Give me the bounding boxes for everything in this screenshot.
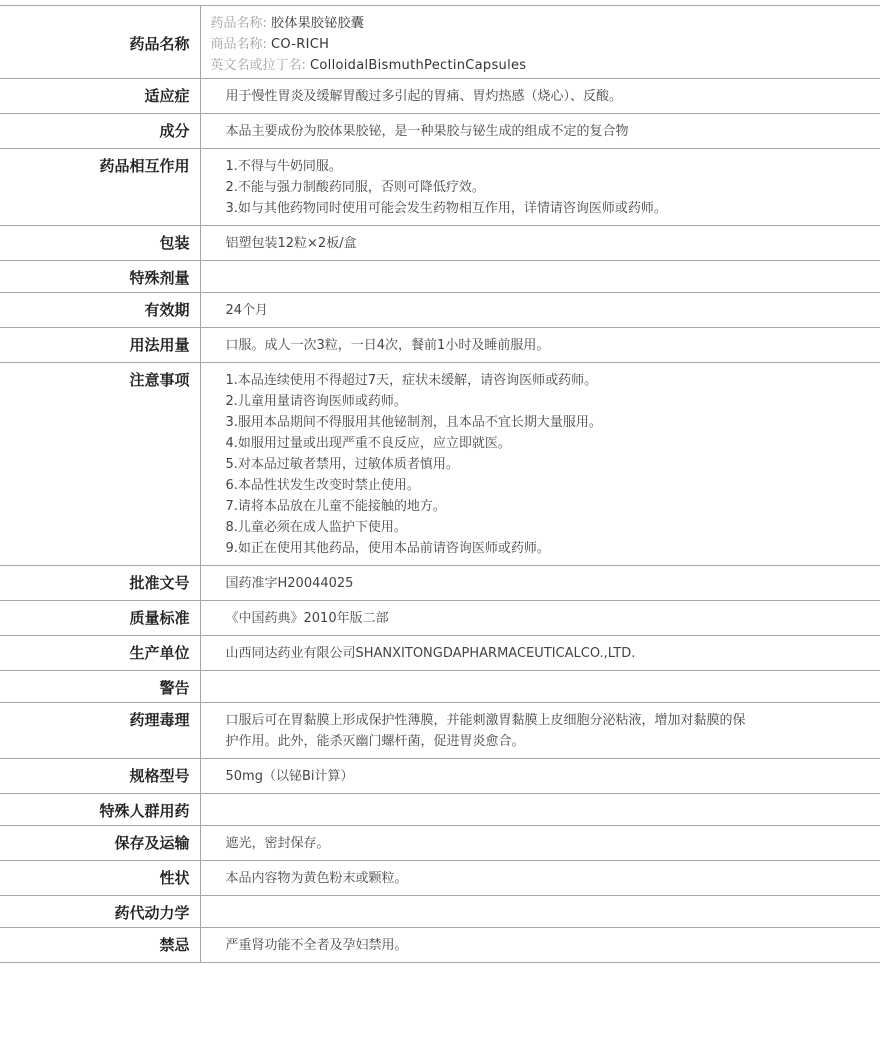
trade-name-row <box>211 34 869 55</box>
spec-row-value <box>200 794 880 826</box>
spec-row-label: 用法用量 <box>0 328 200 363</box>
spec-row-value <box>200 149 880 226</box>
spec-row-label: 生产单位 <box>0 636 200 671</box>
trade-name-value: CO-RICH <box>271 37 330 52</box>
spec-row <box>0 149 880 226</box>
spec-row <box>0 636 880 671</box>
spec-value-line: 遮光，密封保存。 <box>225 836 330 851</box>
spec-row-value <box>200 896 880 928</box>
spec-value-line: 本品主要成份为胶体果胶铋，是一种果胶与铋生成的组成不定的复合物 <box>225 124 629 139</box>
spec-value-line: 1.本品连续使用不得超过7天，症状未缓解，请咨询医师或药师。 <box>225 373 598 388</box>
drug-spec-table-body <box>0 6 880 963</box>
generic-name-value: 胶体果胶铋胶囊 <box>271 16 365 31</box>
spec-value-line: 2.不能与强力制酸药同服，否则可降低疗效。 <box>225 180 485 195</box>
spec-row-value <box>200 703 880 759</box>
spec-row-value <box>200 261 880 293</box>
spec-row <box>0 794 880 826</box>
spec-value-line: 《中国药典》2010年版二部 <box>225 611 389 626</box>
spec-value-line: 3.服用本品期间不得服用其他铋制剂，且本品不宜长期大量服用。 <box>225 415 602 430</box>
spec-row-value <box>200 79 880 114</box>
generic-name-row <box>211 13 869 34</box>
spec-value-line: 5.对本品过敏者禁用，过敏体质者慎用。 <box>225 457 459 472</box>
spec-value-line: 本品内容物为黄色粉末或颗粒。 <box>225 871 408 886</box>
spec-row-label: 药品名称 <box>0 6 200 79</box>
spec-row-label: 注意事项 <box>0 363 200 566</box>
spec-row <box>0 566 880 601</box>
drug-spec-table <box>0 5 880 963</box>
spec-row-value <box>200 363 880 566</box>
spec-value-line: 7.请将本品放在儿童不能接触的地方。 <box>225 499 446 514</box>
spec-row <box>0 328 880 363</box>
spec-row <box>0 226 880 261</box>
spec-row-value <box>200 328 880 363</box>
spec-row <box>0 671 880 703</box>
spec-row <box>0 79 880 114</box>
spec-row-value <box>200 826 880 861</box>
spec-row-drug-name <box>0 6 880 79</box>
spec-row-value <box>200 671 880 703</box>
spec-row <box>0 293 880 328</box>
spec-row-value <box>200 226 880 261</box>
spec-row-label: 保存及运输 <box>0 826 200 861</box>
spec-row-label: 质量标准 <box>0 601 200 636</box>
spec-value-line: 2.儿童用量请咨询医师或药师。 <box>225 394 407 409</box>
spec-row-value <box>200 861 880 896</box>
drug-name-cell <box>200 6 880 79</box>
spec-value-line: 山西同达药业有限公司SHANXITONGDAPHARMACEUTICALCO.,LTD. <box>225 646 636 661</box>
spec-row-label: 适应症 <box>0 79 200 114</box>
spec-row-label: 特殊人群用药 <box>0 794 200 826</box>
spec-row-label: 包装 <box>0 226 200 261</box>
spec-value-line: 9.如正在使用其他药品，使用本品前请咨询医师或药师。 <box>225 541 550 556</box>
english-name-row <box>211 55 869 76</box>
spec-value-line: 3.如与其他药物同时使用可能会发生药物相互作用，详情请咨询医师或药师。 <box>225 201 667 216</box>
generic-name-label: 药品名称: <box>210 16 267 31</box>
spec-value-line: 6.本品性状发生改变时禁止使用。 <box>225 478 420 493</box>
spec-value-line: 4.如服用过量或出现严重不良反应，应立即就医。 <box>225 436 511 451</box>
spec-row <box>0 703 880 759</box>
trade-name-label: 商品名称: <box>210 37 267 52</box>
spec-row-value <box>200 114 880 149</box>
spec-value-line: 国药准字H20044025 <box>225 576 354 591</box>
spec-row-label: 禁忌 <box>0 928 200 963</box>
spec-value-line: 50mg（以铋Bi计算） <box>225 769 354 784</box>
spec-row-value <box>200 566 880 601</box>
spec-row-value <box>200 928 880 963</box>
spec-value-line: 铝塑包装12粒×2板/盒 <box>225 236 357 251</box>
spec-row <box>0 114 880 149</box>
spec-row-label: 批准文号 <box>0 566 200 601</box>
spec-row-value <box>200 759 880 794</box>
spec-value-line: 1.不得与牛奶同服。 <box>225 159 342 174</box>
spec-row-label: 药代动力学 <box>0 896 200 928</box>
spec-value-line: 用于慢性胃炎及缓解胃酸过多引起的胃痛、胃灼热感（烧心）、反酸。 <box>225 89 623 104</box>
spec-value-line: 8.儿童必须在成人监护下使用。 <box>225 520 407 535</box>
spec-row-label: 警告 <box>0 671 200 703</box>
spec-row <box>0 861 880 896</box>
spec-row-label: 成分 <box>0 114 200 149</box>
spec-row <box>0 928 880 963</box>
spec-row-label: 有效期 <box>0 293 200 328</box>
spec-row <box>0 261 880 293</box>
spec-row-label: 药理毒理 <box>0 703 200 759</box>
spec-value-line: 口服。成人一次3粒，一日4次，餐前1小时及睡前服用。 <box>225 338 550 353</box>
spec-row-label: 特殊剂量 <box>0 261 200 293</box>
spec-value-line: 护作用。此外，能杀灭幽门螺杆菌，促进胃炎愈合。 <box>225 734 525 749</box>
spec-row <box>0 896 880 928</box>
spec-row <box>0 363 880 566</box>
spec-row-label: 性状 <box>0 861 200 896</box>
spec-value-line: 严重肾功能不全者及孕妇禁用。 <box>225 938 408 953</box>
spec-row-value <box>200 636 880 671</box>
spec-row-label: 规格型号 <box>0 759 200 794</box>
spec-row-label: 药品相互作用 <box>0 149 200 226</box>
spec-row <box>0 601 880 636</box>
spec-value-line: 口服后可在胃黏膜上形成保护性薄膜，并能刺激胃黏膜上皮细胞分泌粘液，增加对黏膜的保 <box>225 713 746 728</box>
spec-row-value <box>200 601 880 636</box>
english-name-label: 英文名或拉丁名: <box>210 58 306 73</box>
english-name-value: ColloidalBismuthPectinCapsules <box>310 58 527 73</box>
spec-row <box>0 759 880 794</box>
spec-row-value <box>200 293 880 328</box>
spec-value-line: 24个月 <box>225 303 269 318</box>
spec-row <box>0 826 880 861</box>
